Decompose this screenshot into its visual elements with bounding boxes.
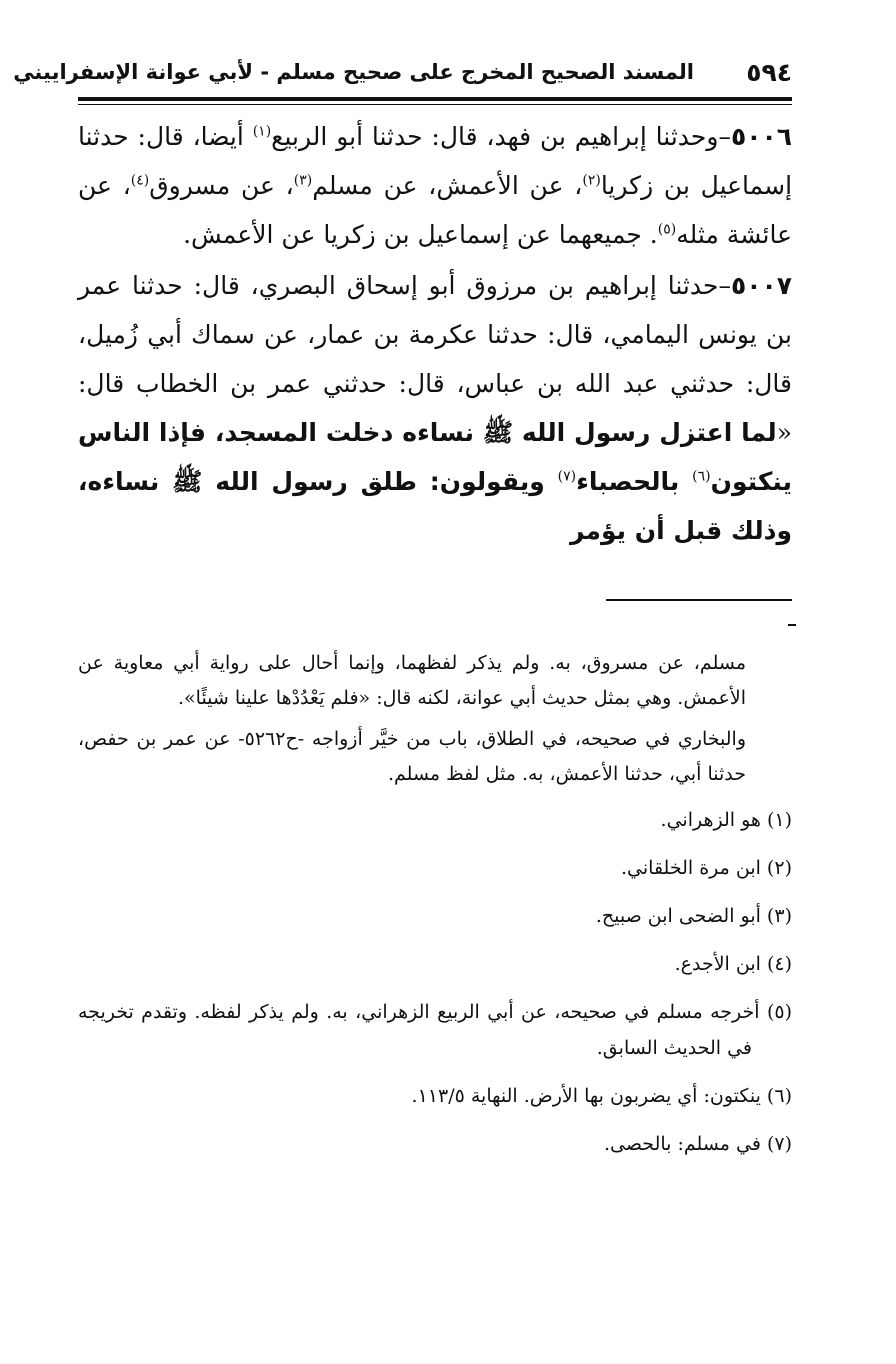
hadith-5007: ٥٠٠٧–حدثنا إبراهيم بن مرزوق أبو إسحاق البصري، قال: حدثنا عمر بن يونس اليمامي، قال: حدثنا عكرمة بن عمار، عن سماك أبي زُميل، قال: حدثني عبد الله بن عباس، قال: حدثني عمر بن الخطاب قال: «لما اعتزل رسول الله ﷺ نساءه دخلت المسجد، فإذا الناس ينكتون$^{(٦)}$ بالحصباء$^{(٧)}$ ويقولون: طلق رسول الله ﷺ نساءه، وذلك قبل أن يؤمر [78,271,792,545]
hadith-text: ، عن الأعمش، عن مسلم [312,171,583,200]
footnote-ref[interactable]: (٣) [293,172,313,189]
hadith-number: ٥٠٠٦ [730,122,792,151]
footnotes [78,646,792,1162]
footnote-continued: والبخاري في صحيحه، في الطلاق، باب من خيَّر أزواجه -ح٥٢٦٢- عن عمر بن حفص، حدثنا أبي، حدثنا الأعمش، به. مثل لفظ مسلم. [78,728,746,785]
page-header [13,56,792,94]
continuation-mark [788,624,796,626]
footnote-ref[interactable]: (٥) [657,221,677,238]
footnote-3: (٣) أبو الضحى ابن صبيح. [595,905,792,927]
hadith-number: ٥٠٠٧ [730,271,792,300]
footnote-ref[interactable]: (٤) [130,172,150,189]
header-rule-thick [78,97,792,101]
footnote-continued: مسلم، عن مسروق، به. ولم يذكر لفظهما، وإنما أحال على رواية أبي معاوية عن الأعمش. وهي بمثل حديث أبي عوانة، لكنه قال: «فلم يَعْدُدْها علينا شيئًا». [78,652,746,709]
footnote-4: (٤) ابن الأجدع. [674,953,792,975]
hadith-matn: ويقولون: طلق رسول الله ﷺ نساءه، وذلك قبل أن يؤمر [78,467,792,545]
hadith-text: وحدثنا إبراهيم بن فهد، قال: حدثنا أبو الربيع [271,122,719,151]
hadith-text: أيضا، قال: حدثنا إسماعيل بن زكريا [78,122,793,200]
hadith-text: ، عن مسروق [149,171,294,200]
hadith-matn: لما اعتزل رسول الله ﷺ نساءه دخلت المسجد، فإذا الناس ينكتون [78,418,792,496]
hadith-text: حدثنا إبراهيم بن مرزوق أبو إسحاق البصري، قال: حدثنا عمر بن يونس اليمامي، قال: حدثنا عكرمة بن عمار، عن سماك أبي زُميل، قال: حدثني عبد الله بن عباس، قال: حدثني عمر بن الخطاب قال: « [78,271,792,447]
footnote-separator [606,599,792,601]
footnote-ref[interactable]: (٧) [557,468,577,485]
footnote-ref[interactable]: (٢) [582,172,601,189]
hadith-matn: بالحصباء [576,467,693,496]
hadith-text: . جميعهما عن إسماعيل بن زكريا عن الأعمش. [183,220,658,249]
footnote-ref[interactable]: (١) [252,123,272,140]
running-title: المسند الصحيح المخرج على صحيح مسلم - لأبي عوانة الإسفراييني [13,60,694,84]
main-text [78,112,792,555]
footnote-5: (٥) أخرجه مسلم في صحيحه، عن أبي الربيع الزهراني، به. ولم يذكر لفظه. وتقدم تخريجه في الحديث السابق. [78,1001,792,1059]
footnote-6: (٦) ينكتون: أي يضربون بها الأرض. النهاية ١١٣/٥. [411,1085,792,1107]
footnote-1: (١) هو الزهراني. [660,809,792,831]
page-number: ٥٩٤ [746,58,792,87]
hadith-text: ، عن عائشة مثله [78,171,792,249]
footnote-7: (٧) في مسلم: بالحصى. [603,1133,792,1155]
footnote-ref[interactable]: (٦) [692,468,711,485]
footnote-list [78,802,792,1162]
header-rule-thin [78,104,792,105]
hadith-5006: ٥٠٠٦–وحدثنا إبراهيم بن فهد، قال: حدثنا أبو الربيع$^{(١)}$ أيضا، قال: حدثنا إسماعيل بن زكريا$^{(٢)}$، عن الأعمش، عن مسلم$^{(٣)}$، عن مسروق$^{(٤)}$، عن عائشة مثله$^{(٥)}$. جميعهما عن إسماعيل بن زكريا عن الأعمش. [78,122,793,249]
footnote-2: (٢) ابن مرة الخلقاني. [620,857,792,879]
